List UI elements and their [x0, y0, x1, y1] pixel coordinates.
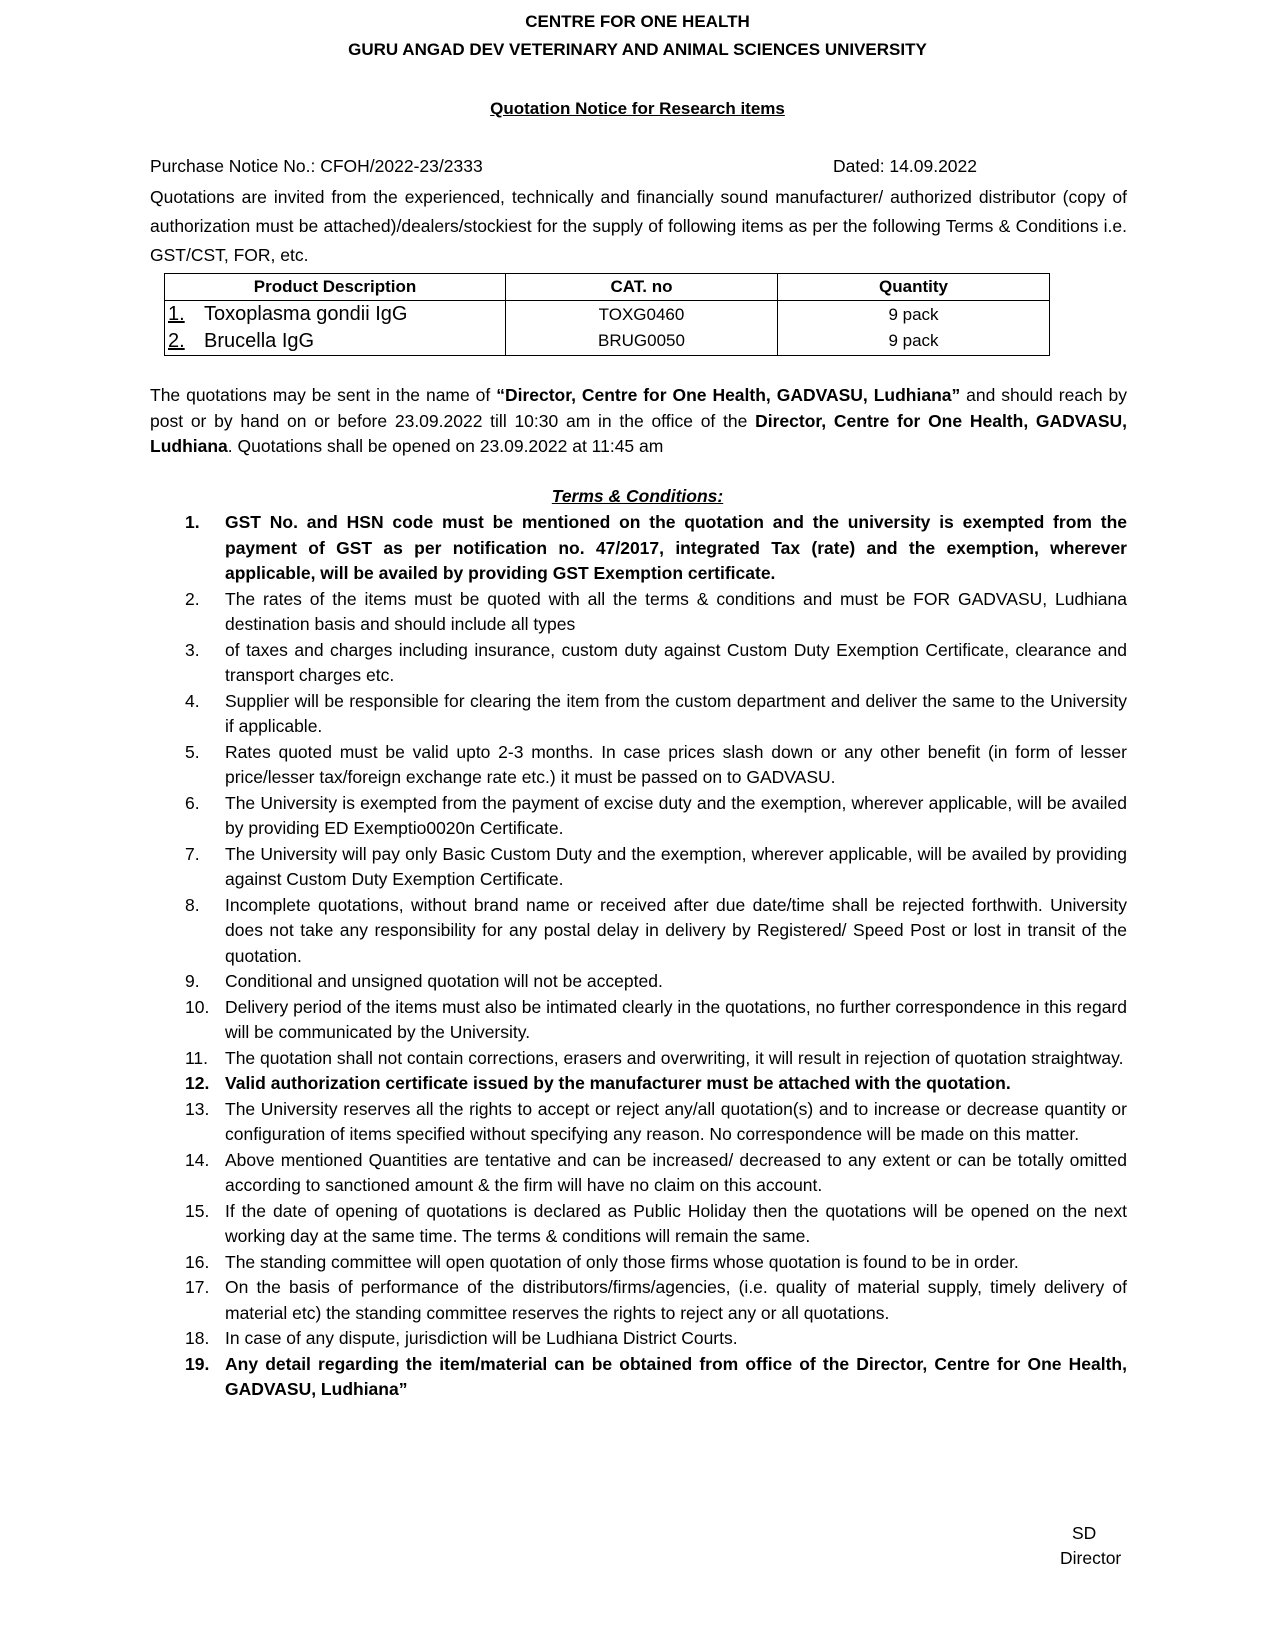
term-number: 1. [185, 512, 200, 532]
term-number: 9. [185, 971, 200, 991]
items-table [164, 273, 1050, 356]
signature-director: Director [1060, 1548, 1122, 1568]
terms-list [0, 510, 1275, 1403]
term-item [0, 587, 1275, 638]
term-item [0, 510, 1275, 587]
product-line [168, 328, 505, 355]
table-row [165, 301, 1050, 356]
term-number: 3. [185, 639, 200, 660]
term-item [0, 1097, 1275, 1148]
intro-paragraph: Quotations are invited from the experienced, technically and financially sound manufacturer/ authorized distributor (copy of authorization must be attached)/dealers/stockiest for the supply of following items as per the following Terms & Conditions i.e. GST/CST, FOR, etc. [150, 187, 1127, 265]
submission-text: The quotations may be sent in the name of [150, 385, 497, 405]
term-item [0, 1326, 1275, 1352]
cat-no: TOXG0460 [598, 305, 685, 324]
product-line [168, 301, 505, 328]
term-number: 11. [185, 1047, 209, 1068]
term-text: The University will pay only Basic Custom Duty and the exemption, wherever applicable, will be availed by providing against Custom Duty Exemption Certificate. [225, 843, 1127, 889]
submission-paragraph [150, 383, 1127, 460]
term-text: The quotation shall not contain corrections, erasers and overwriting, it will result in rejection of quotation straightway. [225, 1047, 1124, 1068]
term-number: 4. [185, 690, 200, 711]
header-quantity: Quantity [778, 274, 1050, 301]
product-name: Toxoplasma gondii IgG [204, 303, 408, 325]
purchase-notice-number: Purchase Notice No.: CFOH/2022-23/2333 [150, 156, 483, 176]
term-number: 13. [185, 1098, 210, 1119]
term-item [0, 1148, 1275, 1199]
quantity-cell [778, 301, 1050, 356]
term-text: Valid authorization certificate issued by the manufacturer must be attached with the quotation. [225, 1073, 1011, 1093]
submission-text: . Quotations shall be opened on 23.09.2022 at 11:45 am [227, 436, 664, 456]
term-text: The University is exempted from the payment of excise duty and the exemption, wherever applicable, will be availed by providing ED Exemptio0020n Certificate. [225, 792, 1127, 838]
product-description-cell [165, 301, 506, 356]
term-text: If the date of opening of quotations is declared as Public Holiday then the quotations will be opened on the next working day at the same time. The terms & conditions will remain the same. [225, 1200, 1127, 1246]
term-number: 18. [185, 1328, 210, 1348]
term-number: 5. [185, 741, 200, 762]
term-number: 6. [185, 792, 200, 813]
submission-text: and should reach by post or by hand on or before 23.09.2022 till 10:30 am in the office of the [150, 385, 1127, 431]
term-number: 10. [185, 996, 210, 1017]
term-item [0, 689, 1275, 740]
submission-addressee: “Director, Centre for One Health, GADVASU, Ludhiana” [496, 385, 961, 405]
term-item [0, 969, 1275, 995]
term-item [0, 1250, 1275, 1276]
term-text: Rates quoted must be valid upto 2-3 months. In case prices slash down or any other benefit (in form of lesser price/lesser tax/foreign exchange rate etc.) it must be passed on to GADVASU. [225, 741, 1127, 787]
cat-no: BRUG0050 [598, 331, 685, 350]
notice-title: Quotation Notice for Research items [490, 99, 785, 118]
submission-office: Director, Centre for One Health, GADVASU, Ludhiana [150, 410, 1127, 456]
term-text: GST No. and HSN code must be mentioned on the quotation and the university is exempted from the payment of GST as per notification no. 47/2017, integrated Tax (rate) and the exemption, wherever applicable, will be availed by providing GST Exemption certificate. [225, 512, 1127, 583]
term-text: On the basis of performance of the distributors/firms/agencies, (i.e. quality of material supply, timely delivery of material etc) the standing committee reserves the rights to reject any or all quotations. [225, 1277, 1127, 1323]
term-text: In case of any dispute, jurisdiction will be Ludhiana District Courts. [225, 1328, 738, 1348]
term-text: The rates of the items must be quoted with all the terms & conditions and must be FOR GADVASU, Ludhiana destination basis and should include all types [225, 588, 1127, 634]
term-item [0, 1071, 1275, 1097]
term-item [0, 740, 1275, 791]
term-number: 14. [185, 1149, 210, 1170]
term-item [0, 1199, 1275, 1250]
term-item [0, 842, 1275, 893]
header-product-description: Product Description [165, 274, 506, 301]
university-name: GURU ANGAD DEV VETERINARY AND ANIMAL SCIENCES UNIVERSITY [348, 40, 927, 59]
term-text: The standing committee will open quotation of only those firms whose quotation is found to be in order. [225, 1251, 1019, 1272]
terms-title: Terms & Conditions: [551, 486, 724, 506]
cat-no-cell [506, 301, 778, 356]
signature-sd: SD [1072, 1523, 1097, 1543]
term-number: 17. [185, 1277, 210, 1297]
notice-date: Dated: 14.09.2022 [833, 156, 978, 176]
term-number: 12. [185, 1073, 210, 1093]
centre-name: CENTRE FOR ONE HEALTH [525, 12, 750, 31]
term-number: 19. [185, 1353, 210, 1374]
term-number: 7. [185, 843, 200, 864]
term-item [0, 1275, 1275, 1326]
term-text: Conditional and unsigned quotation will not be accepted. [225, 971, 663, 991]
term-number: 8. [185, 894, 200, 915]
term-text: Delivery period of the items must also be intimated clearly in the quotations, no further correspondence in this regard will be communicated by the University. [225, 996, 1127, 1042]
term-text: The University reserves all the rights to accept or reject any/all quotation(s) and to increase or decrease quantity or configuration of items specified without specifying any reason. No correspondence will be made on this matter. [225, 1098, 1127, 1144]
term-item [0, 893, 1275, 970]
term-text: Above mentioned Quantities are tentative and can be increased/ decreased to any extent or can be totally omitted according to sanctioned amount & the firm will have no claim on this account. [225, 1149, 1127, 1195]
term-number: 2. [185, 588, 200, 609]
term-text: Any detail regarding the item/material can be obtained from office of the Director, Centre for One Health, GADVASU, Ludhiana” [225, 1353, 1127, 1399]
row-number: 2. [168, 330, 185, 352]
quantity: 9 pack [888, 331, 939, 350]
term-number: 16. [185, 1251, 210, 1272]
table-header-row [165, 274, 1050, 301]
term-text: Supplier will be responsible for clearing the item from the custom department and deliver the same to the University if applicable. [225, 690, 1127, 736]
term-item [0, 1046, 1275, 1072]
quantity: 9 pack [888, 305, 939, 324]
term-number: 15. [185, 1200, 210, 1221]
term-text: Incomplete quotations, without brand name or received after due date/time shall be rejected forthwith. University does not take any responsibility for any postal delay in delivery by Registered/ Speed Post or lost in transit of the quotation. [225, 894, 1127, 966]
term-text: of taxes and charges including insurance, custom duty against Custom Duty Exemption Certificate, clearance and transport charges etc. [225, 639, 1127, 685]
term-item [0, 995, 1275, 1046]
term-item [0, 1352, 1275, 1403]
term-item [0, 638, 1275, 689]
row-number: 1. [168, 303, 185, 325]
header-cat-no: CAT. no [506, 274, 778, 301]
product-name: Brucella IgG [204, 330, 315, 352]
term-item [0, 791, 1275, 842]
